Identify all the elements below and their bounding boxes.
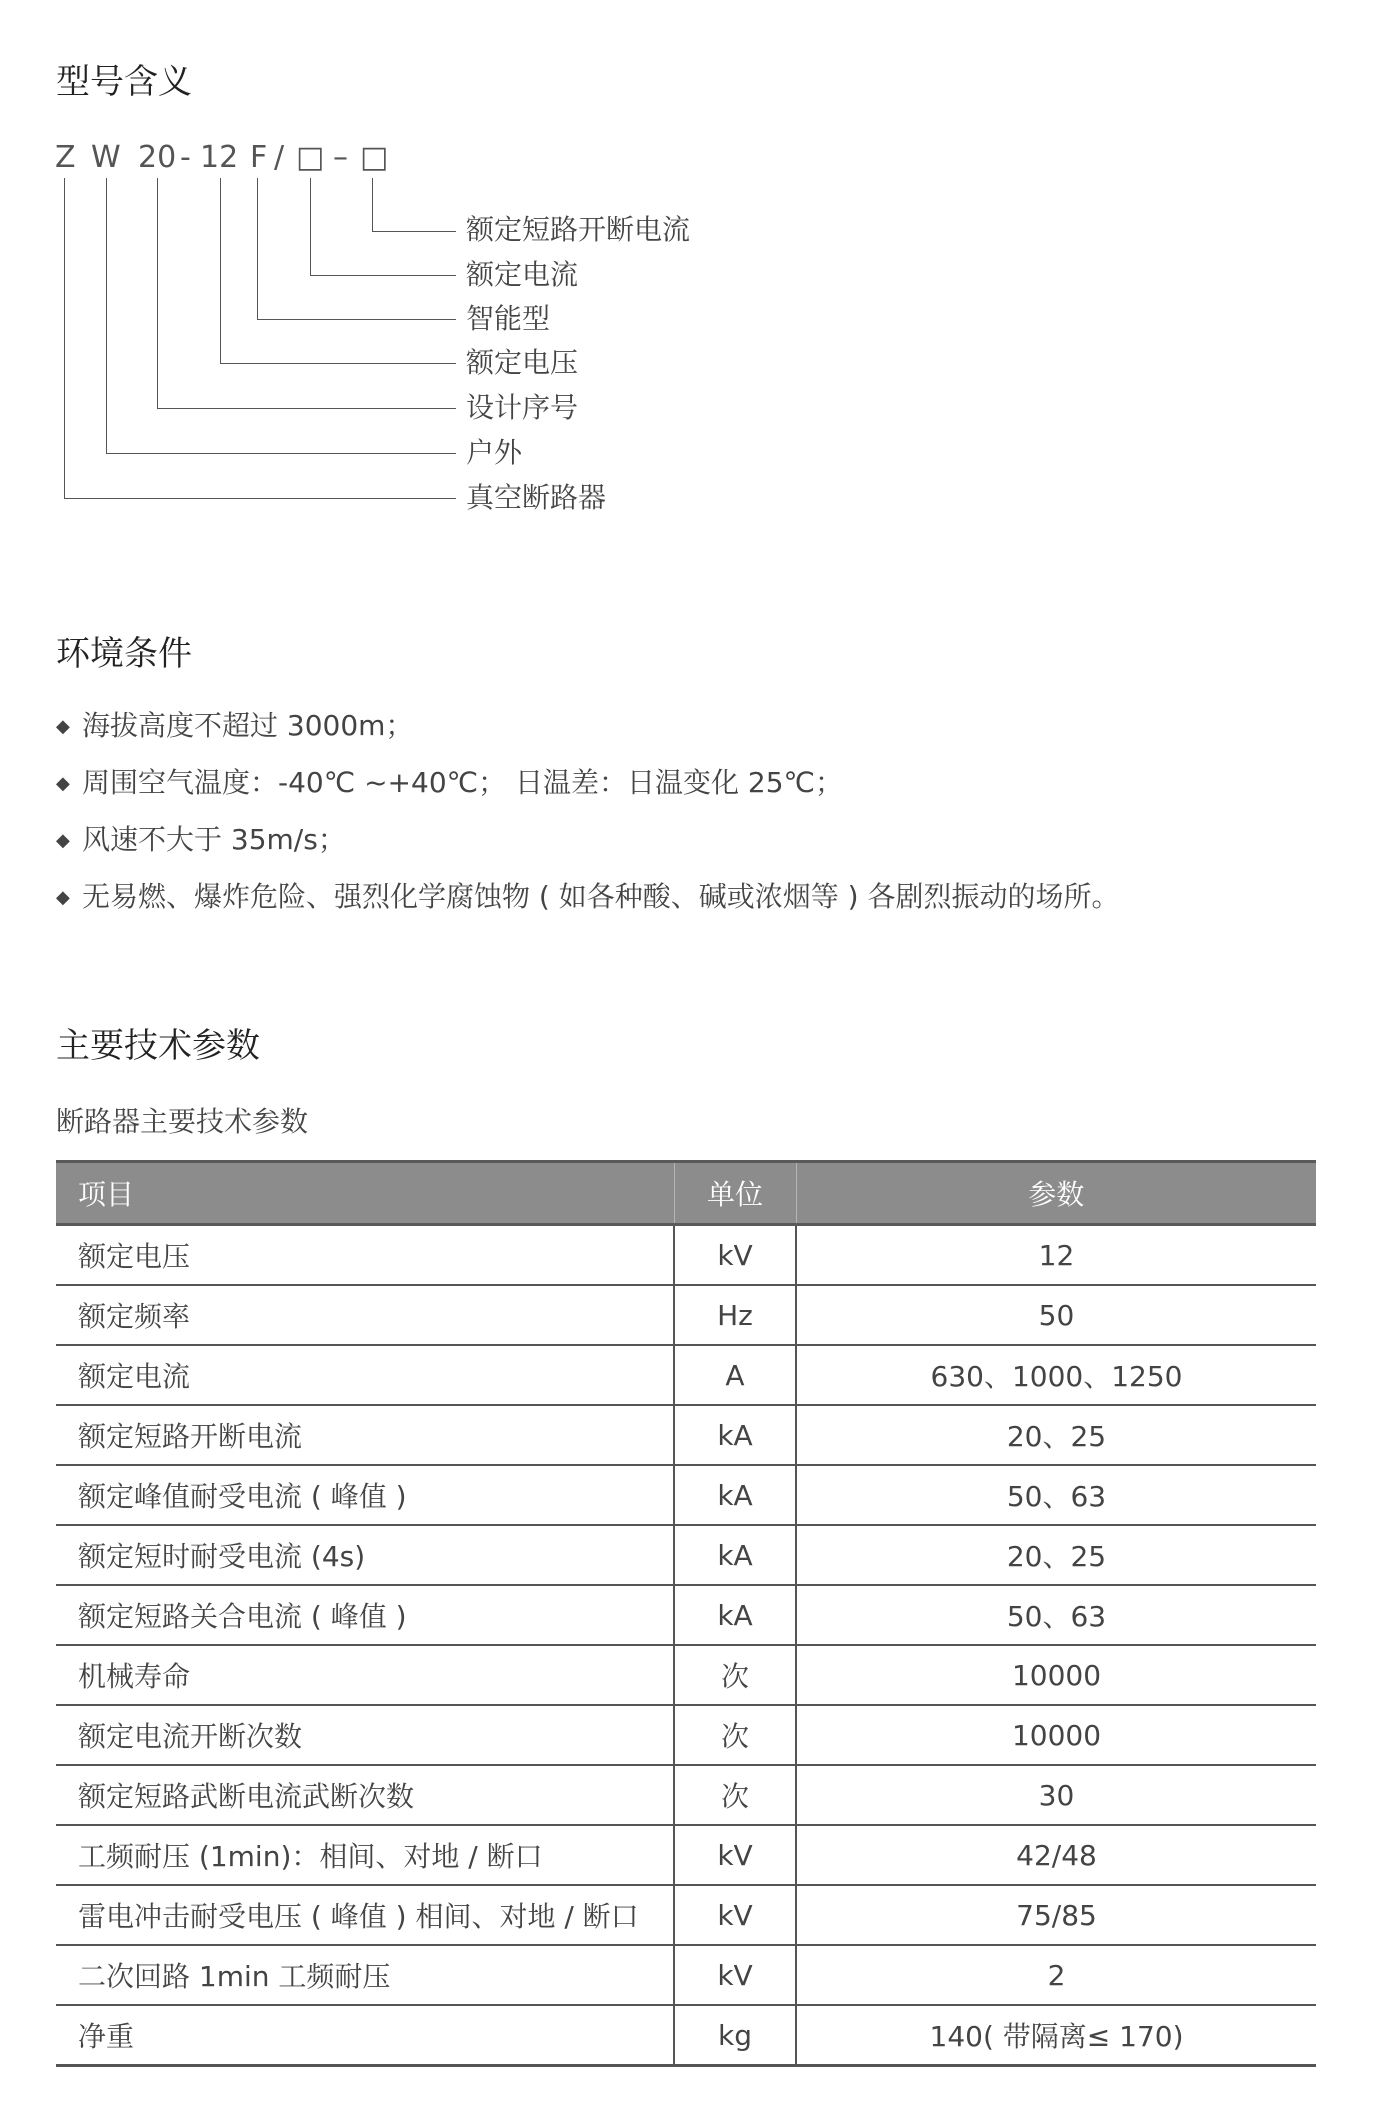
tech-params-table bbox=[56, 1160, 1316, 2067]
table-row bbox=[56, 1885, 1316, 1945]
meaning-vacuum-breaker: 真空断路器 bbox=[466, 481, 607, 514]
env-item: ◆ 海拔高度不超过 3000m； bbox=[56, 708, 413, 745]
cell-value: 630、1000、1250 bbox=[796, 1345, 1316, 1405]
table-row bbox=[56, 1765, 1316, 1825]
table-caption: 断路器主要技术参数 bbox=[56, 1105, 309, 1138]
table-body bbox=[56, 1225, 1316, 2066]
cell-value: 75/85 bbox=[796, 1885, 1316, 1945]
cell-value: 10000 bbox=[796, 1645, 1316, 1705]
leader-line bbox=[310, 275, 456, 276]
table-row bbox=[56, 1465, 1316, 1525]
cell-value: 2 bbox=[796, 1945, 1316, 2005]
cell-value: 50、63 bbox=[796, 1465, 1316, 1525]
meaning-rated-voltage: 额定电压 bbox=[466, 346, 579, 379]
leader-line bbox=[64, 498, 456, 499]
leader-line bbox=[257, 178, 258, 319]
leader-line bbox=[157, 408, 456, 409]
table-row bbox=[56, 1585, 1316, 1645]
cell-item: 额定短时耐受电流 (4s) bbox=[56, 1525, 674, 1585]
section-title-model: 型号含义 bbox=[56, 62, 192, 102]
cell-item: 额定电压 bbox=[56, 1225, 674, 1286]
meaning-design-serial: 设计序号 bbox=[466, 391, 579, 424]
cell-value: 12 bbox=[796, 1225, 1316, 1286]
cell-unit: 次 bbox=[674, 1645, 796, 1705]
leader-line bbox=[157, 178, 158, 408]
model-code-diagram bbox=[0, 0, 1386, 560]
cell-unit: kV bbox=[674, 1885, 796, 1945]
column-header-value: 参数 bbox=[796, 1162, 1316, 1225]
table-row bbox=[56, 1345, 1316, 1405]
meaning-rated-breaking-current: 额定短路开断电流 bbox=[466, 213, 691, 246]
env-item: ◆ 无易燃、爆炸危险、强烈化学腐蚀物 ( 如各种酸、碱或浓烟等 ) 各剧烈振动的场所。 bbox=[56, 879, 1119, 916]
cell-item: 工频耐压 (1min)：相间、对地 / 断口 bbox=[56, 1825, 674, 1885]
diamond-bullet-icon: ◆ bbox=[56, 887, 70, 908]
leader-line bbox=[310, 178, 311, 275]
leader-line bbox=[64, 178, 65, 498]
meaning-outdoor: 户外 bbox=[466, 436, 523, 469]
cell-item: 额定电流开断次数 bbox=[56, 1705, 674, 1765]
code-part-w: W bbox=[91, 140, 121, 175]
code-part-12: 12 bbox=[200, 140, 239, 175]
diamond-bullet-icon: ◆ bbox=[56, 773, 70, 794]
cell-item: 额定短路武断电流武断次数 bbox=[56, 1765, 674, 1825]
code-part-f: F bbox=[250, 140, 268, 175]
cell-item: 机械寿命 bbox=[56, 1645, 674, 1705]
cell-unit: kV bbox=[674, 1945, 796, 2005]
column-header-item: 项目 bbox=[56, 1162, 674, 1225]
cell-unit: kA bbox=[674, 1525, 796, 1585]
leader-line bbox=[220, 363, 456, 364]
cell-item: 净重 bbox=[56, 2005, 674, 2066]
cell-item: 雷电冲击耐受电压 ( 峰值 ) 相间、对地 / 断口 bbox=[56, 1885, 674, 1945]
cell-value: 50 bbox=[796, 1285, 1316, 1345]
section-title-environment: 环境条件 bbox=[56, 634, 192, 674]
env-item: ◆ 周围空气温度：-40℃ ~+40℃； 日温差：日温变化 25℃； bbox=[56, 765, 843, 802]
cell-value: 20、25 bbox=[796, 1525, 1316, 1585]
code-part-endash: – bbox=[333, 140, 348, 175]
code-part-20: 20 bbox=[138, 140, 177, 175]
cell-item: 二次回路 1min 工频耐压 bbox=[56, 1945, 674, 2005]
column-header-unit: 单位 bbox=[674, 1162, 796, 1225]
leader-line bbox=[220, 178, 221, 363]
cell-item: 额定峰值耐受电流 ( 峰值 ) bbox=[56, 1465, 674, 1525]
cell-unit: 次 bbox=[674, 1705, 796, 1765]
table-row bbox=[56, 1705, 1316, 1765]
table-row bbox=[56, 1645, 1316, 1705]
code-part-box-1: □ bbox=[296, 140, 325, 175]
cell-unit: kA bbox=[674, 1465, 796, 1525]
leader-line bbox=[106, 178, 107, 453]
leader-line bbox=[372, 231, 456, 232]
leader-line bbox=[106, 453, 456, 454]
cell-item: 额定电流 bbox=[56, 1345, 674, 1405]
cell-unit: 次 bbox=[674, 1765, 796, 1825]
table-row bbox=[56, 1285, 1316, 1345]
table-row bbox=[56, 1405, 1316, 1465]
cell-value: 30 bbox=[796, 1765, 1316, 1825]
meaning-rated-current: 额定电流 bbox=[466, 258, 579, 291]
code-part-box-2: □ bbox=[360, 140, 389, 175]
cell-unit: kV bbox=[674, 1225, 796, 1286]
cell-value: 42/48 bbox=[796, 1825, 1316, 1885]
diamond-bullet-icon: ◆ bbox=[56, 716, 70, 737]
meaning-intelligent-type: 智能型 bbox=[466, 302, 551, 335]
table-row bbox=[56, 1525, 1316, 1585]
cell-unit: kA bbox=[674, 1585, 796, 1645]
cell-item: 额定短路关合电流 ( 峰值 ) bbox=[56, 1585, 674, 1645]
section-title-tech-params: 主要技术参数 bbox=[56, 1026, 260, 1066]
env-item: ◆ 风速不大于 35m/s； bbox=[56, 822, 346, 859]
cell-unit: A bbox=[674, 1345, 796, 1405]
code-part-z: Z bbox=[55, 140, 76, 175]
table-header-row bbox=[56, 1162, 1316, 1225]
table-row bbox=[56, 1825, 1316, 1885]
table-row bbox=[56, 1225, 1316, 1286]
cell-unit: kA bbox=[674, 1405, 796, 1465]
leader-line bbox=[372, 178, 373, 231]
code-part-dash: - bbox=[180, 140, 191, 175]
leader-line bbox=[257, 319, 456, 320]
cell-unit: kg bbox=[674, 2005, 796, 2066]
cell-item: 额定短路开断电流 bbox=[56, 1405, 674, 1465]
table-row bbox=[56, 2005, 1316, 2066]
table-row bbox=[56, 1945, 1316, 2005]
code-part-slash: / bbox=[274, 140, 285, 175]
cell-unit: Hz bbox=[674, 1285, 796, 1345]
diamond-bullet-icon: ◆ bbox=[56, 830, 70, 851]
cell-value: 140( 带隔离≤ 170) bbox=[796, 2005, 1316, 2066]
cell-value: 20、25 bbox=[796, 1405, 1316, 1465]
cell-item: 额定频率 bbox=[56, 1285, 674, 1345]
cell-unit: kV bbox=[674, 1825, 796, 1885]
cell-value: 10000 bbox=[796, 1705, 1316, 1765]
cell-value: 50、63 bbox=[796, 1585, 1316, 1645]
